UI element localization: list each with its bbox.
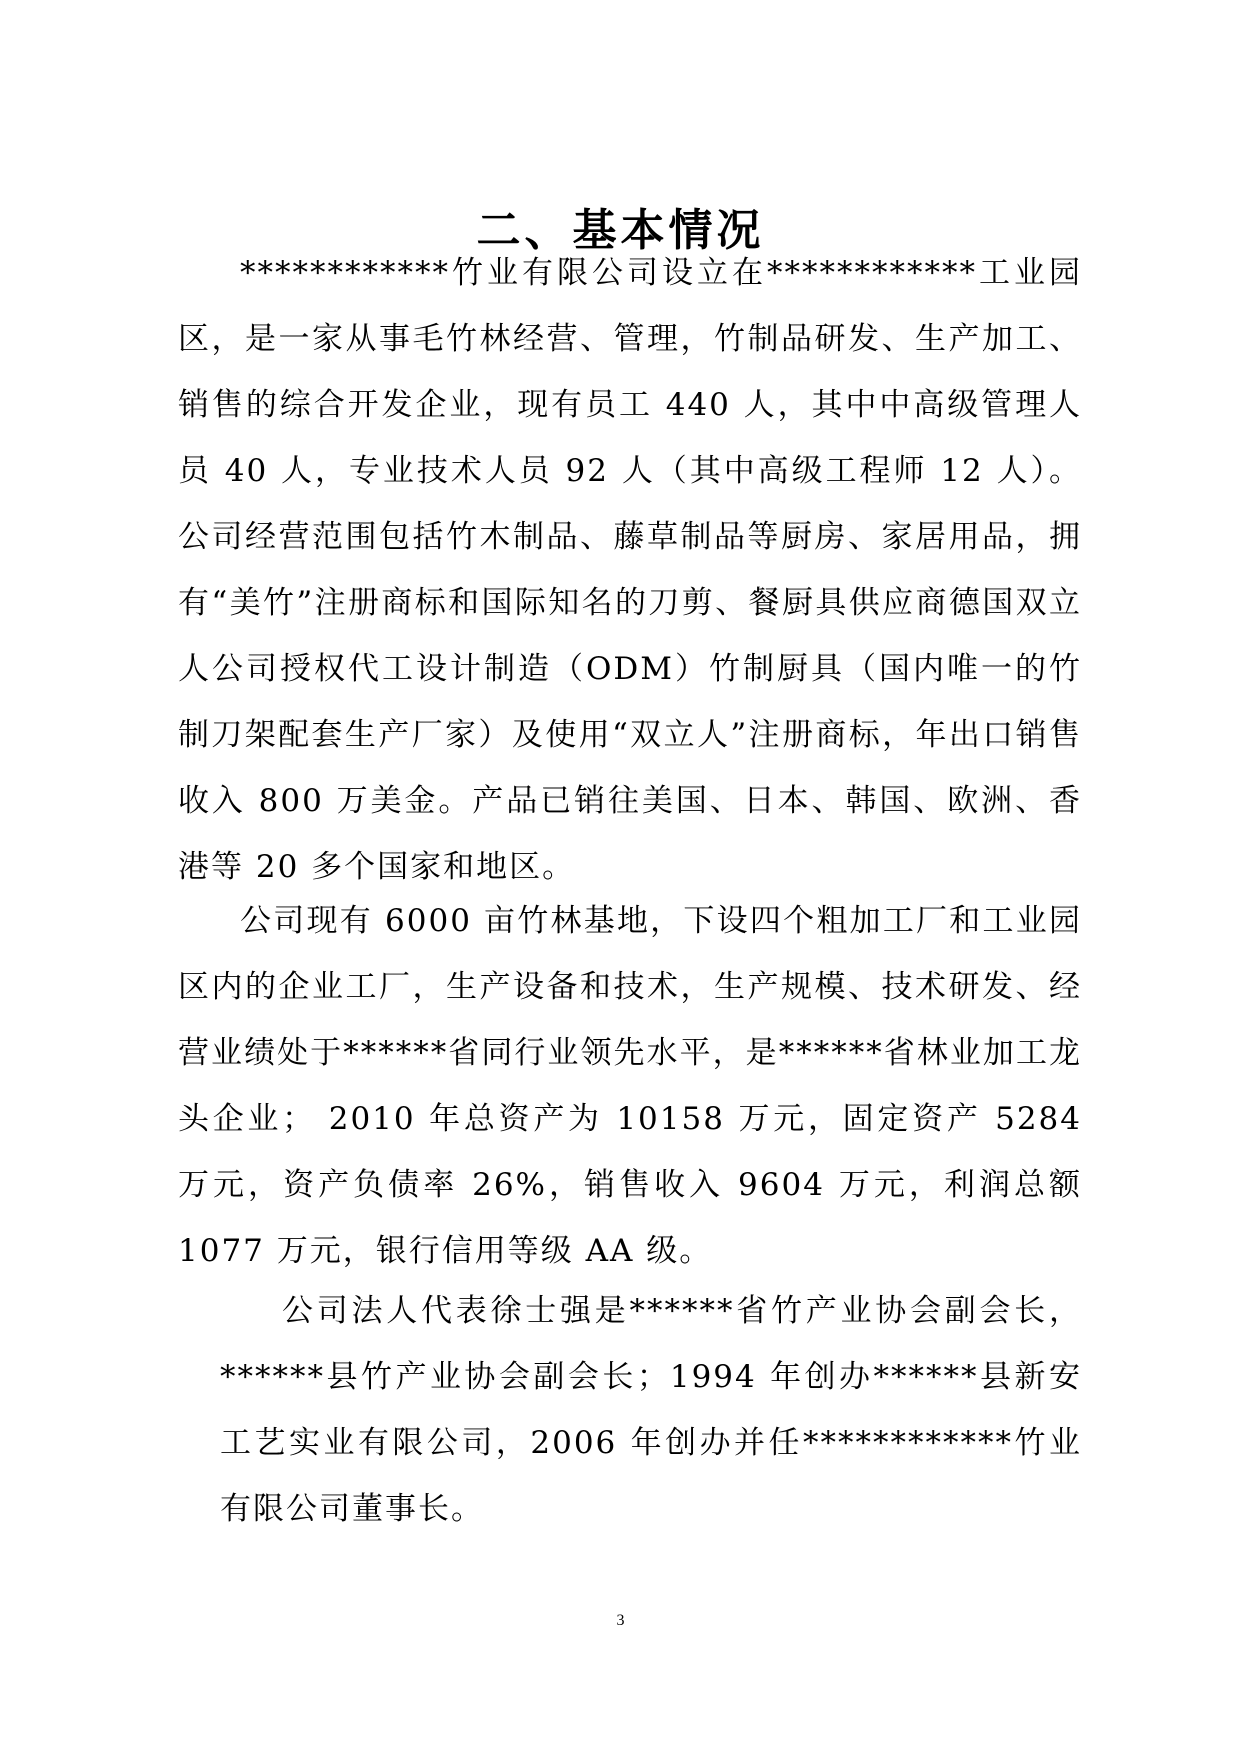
section-title: 二、基本情况 — [476, 205, 765, 257]
paragraph-assets-and-performance: 公司现有 6000 亩竹林基地，下设四个粗加工厂和工业园区内的企业工厂，生产设备和技术，生产规模、技术研发、经营业绩处于******省同行业领先水平，是******省林业加工龙头企业； 2010 年总资产为 10158 万元，固定资产 5284 万元，资产负债率 26%，销售收入 9604 万元，利润总额 1077 万元，银行信用等级 AA 级。 — [178, 903, 1082, 1269]
paragraph-company-overview: ************竹业有限公司设立在************工业园区，是一家从事毛竹林经营、管理，竹制品研发、生产加工、销售的综合开发企业，现有员工 440 人，其中中高级管理人员 40 人，专业技术人员 92 人（其中高级工程师 12 人）。公司经营范围包括竹木制品、藤草制品等厨房、家居用品，拥有“美竹”注册商标和国际知名的刀剪、餐厨具供应商德国双立人公司授权代工设计制造（ODM）竹制厨具（国内唯一的竹制刀架配套生产厂家）及使用“双立人”注册商标，年出口销售收入 800 万美金。产品已销往美国、日本、韩国、欧洲、香港等 20 多个国家和地区。 — [178, 255, 1082, 885]
paragraph-legal-representative: 公司法人代表徐士强是******省竹产业协会副会长，******县竹产业协会副会长；1994 年创办******县新安工艺实业有限公司，2006 年创办并任************竹业有限公司董事长。 — [220, 1293, 1082, 1527]
page-number: 3 — [616, 1612, 625, 1629]
